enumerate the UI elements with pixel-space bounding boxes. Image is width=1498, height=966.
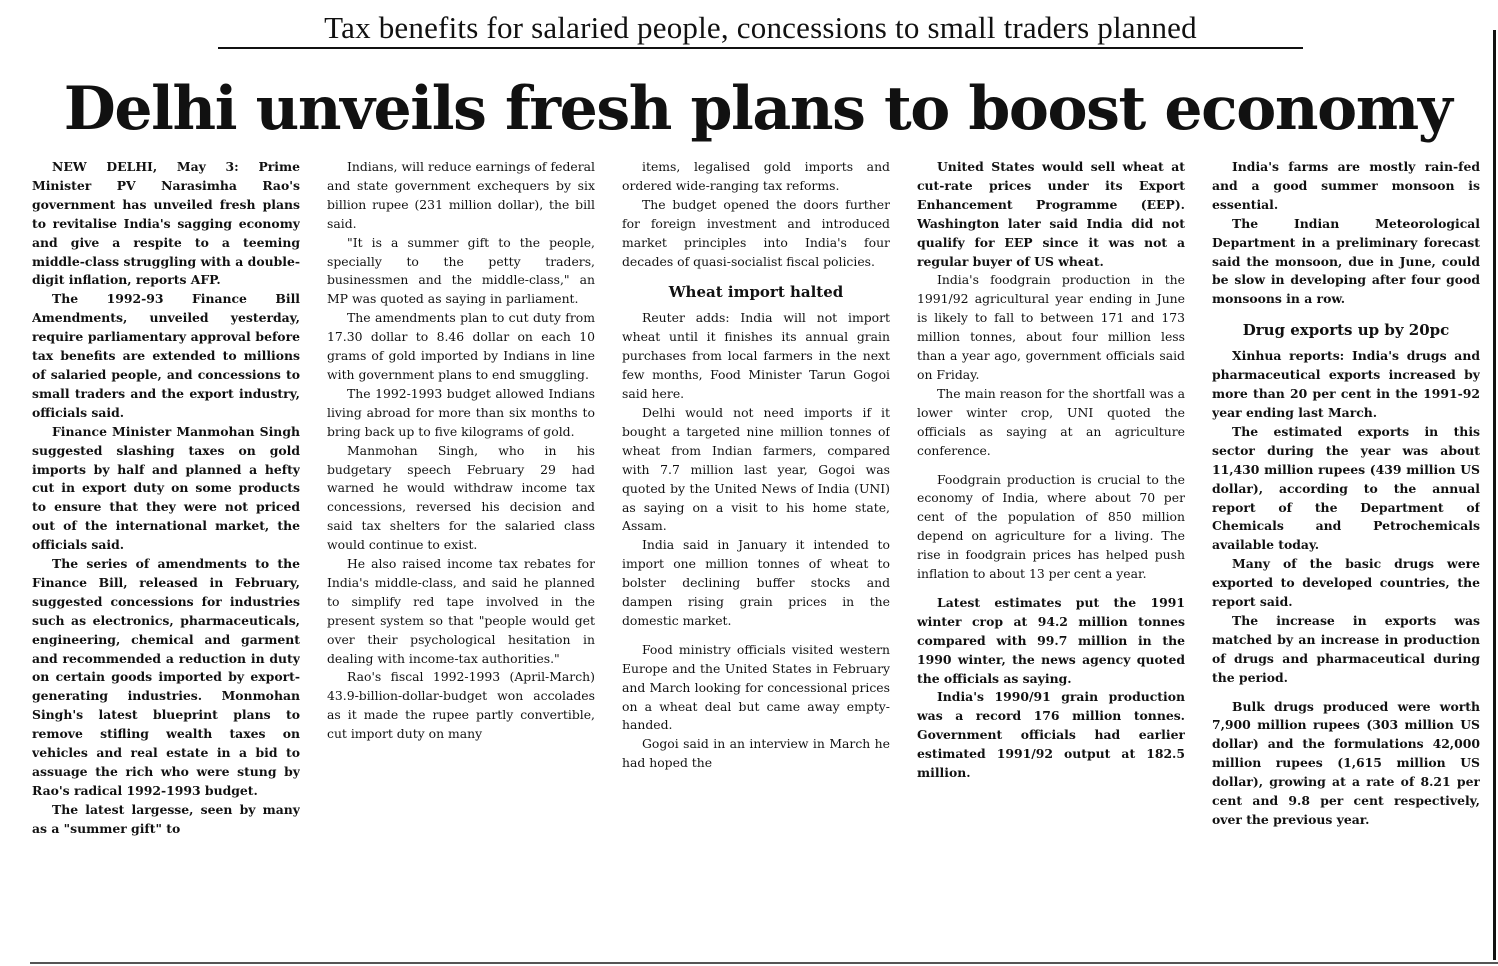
column-5	[1212, 158, 1480, 958]
paragraph: "It is a summer gift to the people, specially to the petty traders, businessmen and the middle-class," an MP was quoted as saying in parliament.	[327, 234, 595, 307]
paragraph: Xinhua reports: India's drugs and pharmaceutical exports increased by more than 20 per cent in the 1991-92 year ending last March.	[1212, 348, 1480, 420]
paragraph: Gogoi said in an interview in March he had hoped the	[622, 736, 890, 771]
main-headline: Delhi unveils fresh plans to boost economy	[63, 74, 1452, 144]
column-2	[327, 158, 595, 958]
paragraph: Delhi would not need imports if it bought a targeted nine million tonnes of wheat from Indian farmers, compared with 7.7 million last year, Gogoi was quoted by the United News of India (UNI) as saying on a visit to his home state, Assam.	[622, 404, 890, 534]
paragraph: The 1992-93 Finance Bill Amendments, unveiled yesterday, require parliamentary approval before tax benefits are extended to millions of salaried people, and concessions to small traders and the export industry, officials said.	[32, 291, 300, 420]
bottom-rule	[30, 962, 1498, 964]
paragraph: The increase in exports was matched by an increase in production of drugs and pharmaceutical during the period.	[1212, 612, 1480, 685]
paragraph: items, legalised gold imports and ordered wide-ranging tax reforms.	[622, 159, 890, 193]
paragraph: The series of amendments to the Finance Bill, released in February, suggested concessions for industries such as electronics, pharmaceuticals, engineering, chemical and garment and recommended a reduction in duty on certain goods imported by export-generating industries. Monmohan Singh's latest blueprint plans to remove stifling wealth taxes on vehicles and real estate in a bid to assuage the rich who were stung by Rao's radical 1992-1993 budget.	[32, 556, 300, 798]
paragraph: India's farms are mostly rain-fed and a good summer monsoon is essential.	[1212, 159, 1480, 212]
article-body	[32, 158, 1482, 958]
column-rule	[1493, 30, 1496, 960]
paragraph: Bulk drugs produced were worth 7,900 million rupees (303 million US dollar) and the formulations 42,000 million rupees (1,615 million US dollar), growing at a rate of 8.21 per cent and 9.8 per cent respectively, over the previous year.	[1212, 698, 1480, 827]
paragraph: Many of the basic drugs were exported to developed countries, the report said.	[1212, 556, 1480, 610]
paragraph: Reuter adds: India will not import wheat until it finishes its annual grain purchases from local farmers in the next few months, Food Minister Tarun Gogoi said here.	[622, 310, 890, 402]
paragraph: The 1992-1993 budget allowed Indians living abroad for more than six months to bring back up to five kilograms of gold.	[327, 385, 595, 439]
column-1	[32, 158, 300, 958]
paragraph: The budget opened the doors further for foreign investment and introduced market principles into India's four decades of quasi-socialist fiscal policies.	[622, 196, 890, 269]
paragraph: NEW DELHI, May 3: Prime Minister PV Narasimha Rao's government has unveiled fresh plans to revitalise India's sagging economy and give a respite to a teeming middle-class struggling with a double-digit inflation, reports AFP.	[32, 159, 300, 288]
paragraph: India's 1990/91 grain production was a record 176 million tonnes. Government officials had earlier estimated 1991/92 output at 182.5 million.	[917, 689, 1185, 781]
paragraph: Manmohan Singh, who in his budgetary speech February 29 had warned he would withdraw income tax concessions, reversed his decision and said tax shelters for the salaried class would continue to exist.	[327, 442, 595, 553]
column-4	[917, 158, 1185, 958]
paragraph: Foodgrain production is crucial to the economy of India, where about 70 per cent of the population of 850 million depend on agriculture for a living. The rise in foodgrain prices has helped push inflation to about 13 per cent a year.	[917, 471, 1185, 582]
paragraph: The main reason for the shortfall was a lower winter crop, UNI quoted the officials as saying at an agriculture conference.	[917, 385, 1185, 458]
paragraph: The estimated exports in this sector during the year was about 11,430 million rupees (439 million US dollar), according to the annual report of the Department of Chemicals and Petrochemicals available today.	[1212, 423, 1480, 553]
paragraph: Food ministry officials visited western Europe and the United States in February and March looking for concessional prices on a wheat deal but came away empty-handed.	[622, 641, 890, 733]
paragraph: Indians, will reduce earnings of federal and state government exchequers by six billion rupee (231 million dollar), the bill said.	[327, 159, 595, 231]
paragraph: The Indian Meteorological Department in a preliminary forecast said the monsoon, due in June, could be slow in developing after four good monsoons in a row.	[1212, 215, 1480, 307]
subheading-drug-exports: Drug exports up by 20pc	[1242, 321, 1450, 340]
paragraph: Finance Minister Manmohan Singh suggested slashing taxes on gold imports by half and planned a hefty cut in export duty on some products to ensure that they were not priced out of the international market, the officials said.	[32, 423, 300, 553]
paragraph: The amendments plan to cut duty from 17.30 dollar to 8.46 dollar on each 10 grams of gold imported by Indians in line with government plans to end smuggling.	[327, 310, 595, 382]
paragraph: United States would sell wheat at cut-rate prices under its Export Enhancement Programme (EEP). Washington later said India did not qualify for EEP since it was not a regular buyer of US wheat.	[917, 159, 1185, 269]
paragraph: Rao's fiscal 1992-1993 (April-March) 43.9-billion-dollar-budget won accolades as it made the rupee partly convertible, cut import duty on many	[327, 669, 595, 742]
subheading-wheat-import: Wheat import halted	[668, 283, 844, 302]
paragraph: India's foodgrain production in the 1991/92 agricultural year ending in June is likely to fall to between 171 and 173 million tonnes, about four million less than a year ago, government officials said on Friday.	[917, 272, 1185, 382]
paragraph: India said in January it intended to import one million tonnes of wheat to bolster declining buffer stocks and dampen rising grain prices in the domestic market.	[622, 537, 890, 628]
paragraph: He also raised income tax rebates for India's middle-class, and said he planned to simplify red tape involved in the present system so that "people would get over their psychological hesitation in dealing with income-tax authorities."	[327, 556, 595, 666]
paragraph: The latest largesse, seen by many as a "summer gift" to	[32, 801, 300, 836]
kicker-headline: Tax benefits for salaried people, concessions to small traders planned	[218, 10, 1303, 49]
paragraph: Latest estimates put the 1991 winter crop at 94.2 million tonnes compared with 99.7 million in the 1990 winter, the news agency quoted the officials as saying.	[917, 594, 1185, 686]
column-3	[622, 158, 890, 958]
